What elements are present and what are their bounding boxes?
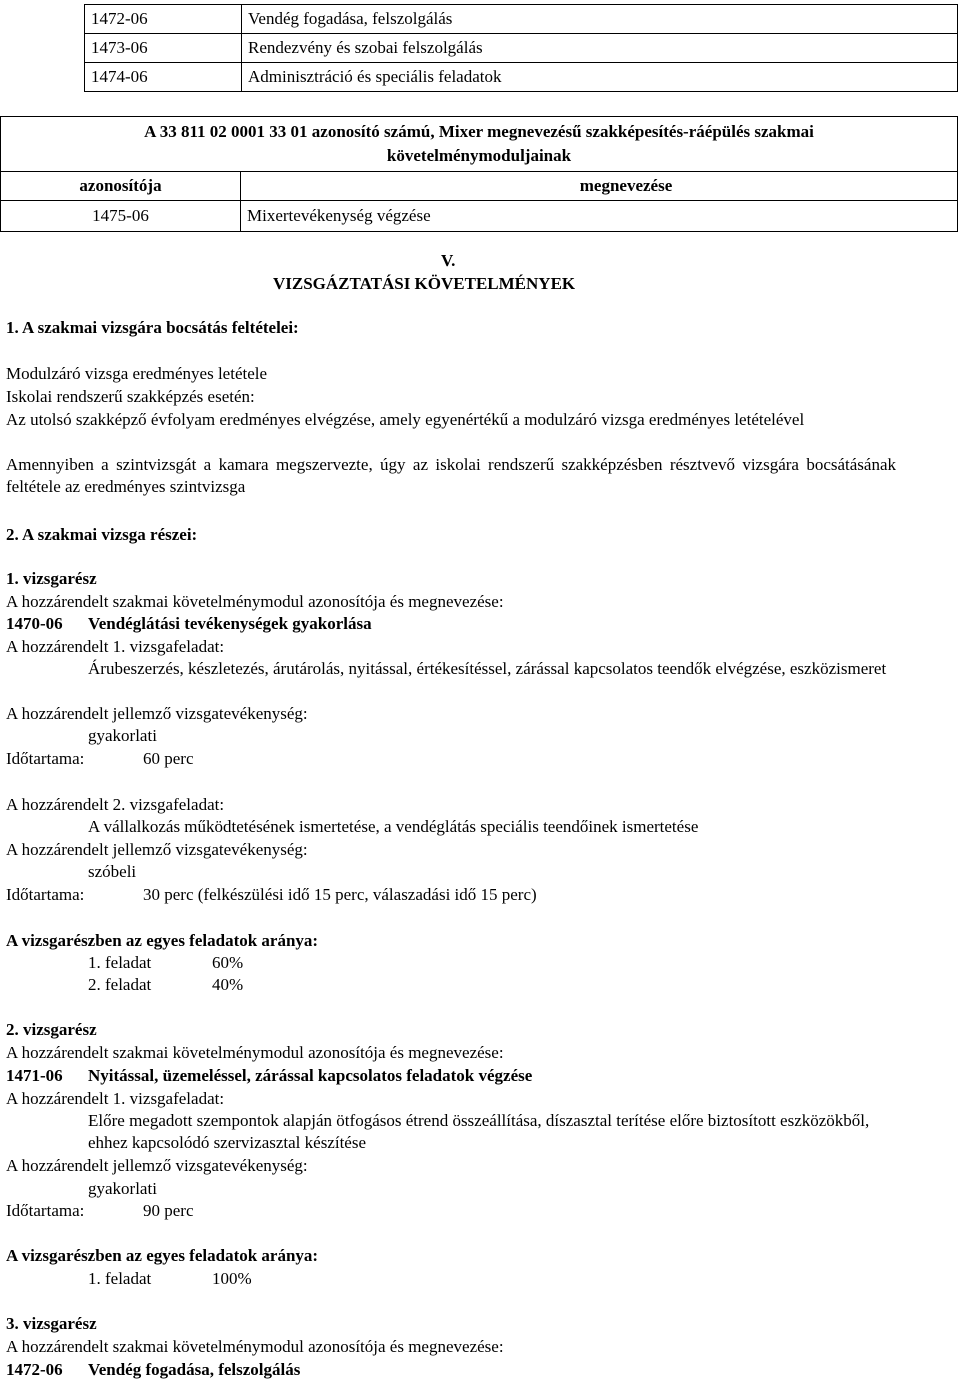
table-heading-line1: A 33 811 02 0001 33 01 azonosító számú, Mixer megnevezésű szakképesítés-ráépülés szakmai [144, 122, 814, 141]
task-description: Előre megadott szempontok alapján ötfogásos étrend összeállítása, díszasztal terítése előre biztosított eszközökből, ehhez kapcsolódó szervizasztal készítése [88, 1111, 870, 1152]
module-code-cell: 1474-06 [85, 63, 242, 92]
field-value: 30 perc (felkészülési idő 15 perc, válaszadási idő 15 perc) [143, 885, 537, 904]
module-name: Vendég fogadása, felszolgálás [88, 1360, 301, 1379]
modules-table-continued [84, 4, 958, 92]
field-label: A hozzárendelt jellemző vizsgatevékenység: [6, 1156, 308, 1175]
table-row [1, 201, 958, 232]
table-heading [1, 117, 958, 172]
table-heading-line2: követelménymoduljainak [386, 146, 572, 165]
table-row [85, 63, 958, 92]
paragraph: Az utolsó szakképző évfolyam eredményes elvégzése, amely egyenértékű a modulzáró vizsga eredményes letételével [6, 410, 805, 429]
module-name-cell: Vendég fogadása, felszolgálás [242, 5, 958, 34]
field-label: A hozzárendelt 2. vizsgafeladat: [6, 795, 225, 814]
field-label: A hozzárendelt szakmai követelménymodul azonosítója és megnevezése: [6, 1043, 504, 1062]
column-header-id: azonosítója [1, 172, 241, 201]
ratio-task: 1. feladat [88, 1269, 152, 1288]
paragraph: Modulzáró vizsga eredményes letétele [6, 364, 268, 383]
ratio-heading: A vizsgarészben az egyes feladatok aránya: [6, 931, 319, 950]
paragraph: Amennyiben a szintvizsgát a kamara megszervezte, úgy az iskolai rendszerű szakképzésben résztvevő vizsgára bocsátásának feltétele az eredményes szintvizsga [6, 455, 896, 496]
paragraph: Iskolai rendszerű szakképzés esetén: [6, 387, 255, 406]
field-label: Időtartama: [6, 1201, 85, 1220]
module-name-cell: Adminisztráció és speciális feladatok [242, 63, 958, 92]
module-code: 1471-06 [6, 1066, 63, 1085]
table-heading-row [1, 117, 958, 172]
field-label: Időtartama: [6, 885, 85, 904]
exam-part-title: 3. vizsgarész [6, 1314, 97, 1333]
field-label: A hozzárendelt jellemző vizsgatevékenység: [6, 704, 308, 723]
module-code-cell: 1472-06 [85, 5, 242, 34]
section-heading: 1. A szakmai vizsgára bocsátás feltételei: [6, 318, 299, 337]
module-code-cell: 1473-06 [85, 34, 242, 63]
module-name: Vendéglátási tevékenységek gyakorlása [88, 614, 372, 633]
module-name: Nyitással, üzemeléssel, zárással kapcsolatos feladatok végzése [88, 1066, 533, 1085]
ratio-percent: 60% [212, 953, 244, 972]
exam-part-title: 1. vizsgarész [6, 569, 97, 588]
field-label: A hozzárendelt jellemző vizsgatevékenység: [6, 840, 308, 859]
field-label: Időtartama: [6, 749, 85, 768]
module-code-cell: 1475-06 [1, 201, 241, 232]
module-code: 1472-06 [6, 1360, 63, 1379]
field-label: A hozzárendelt szakmai követelménymodul azonosítója és megnevezése: [6, 1337, 504, 1356]
field-label: A hozzárendelt 1. vizsgafeladat: [6, 637, 225, 656]
section-heading: 2. A szakmai vizsga részei: [6, 525, 198, 544]
module-name-cell: Rendezvény és szobai felszolgálás [242, 34, 958, 63]
column-header-name: megnevezése [241, 172, 958, 201]
ratio-heading: A vizsgarészben az egyes feladatok aránya: [6, 1246, 319, 1265]
field-value: szóbeli [88, 862, 137, 881]
field-value: gyakorlati [88, 1179, 157, 1198]
qualification-modules-table [0, 116, 958, 232]
module-name-cell: Mixertevékenység végzése [241, 201, 958, 232]
field-value: 90 perc [143, 1201, 194, 1220]
field-label: A hozzárendelt 1. vizsgafeladat: [6, 1089, 225, 1108]
ratio-percent: 40% [212, 975, 244, 994]
field-value: gyakorlati [88, 726, 157, 745]
chapter-number: V. [441, 251, 456, 270]
table-header-row [1, 172, 958, 201]
field-label: A hozzárendelt szakmai követelménymodul azonosítója és megnevezése: [6, 592, 504, 611]
ratio-task: 1. feladat [88, 953, 152, 972]
table-row [85, 5, 958, 34]
table-row [85, 34, 958, 63]
ratio-task: 2. feladat [88, 975, 152, 994]
field-value: 60 perc [143, 749, 194, 768]
module-code: 1470-06 [6, 614, 63, 633]
exam-part-title: 2. vizsgarész [6, 1020, 97, 1039]
ratio-percent: 100% [212, 1269, 252, 1288]
task-description: A vállalkozás működtetésének ismertetése, a vendéglátás speciális teendőinek ismertetése [88, 817, 699, 836]
chapter-title: VIZSGÁZTATÁSI KÖVETELMÉNYEK [273, 274, 576, 293]
task-description: Árubeszerzés, készletezés, árutárolás, nyitással, értékesítéssel, zárással kapcsolatos teendők elvégzése, eszközismeret [88, 659, 887, 678]
